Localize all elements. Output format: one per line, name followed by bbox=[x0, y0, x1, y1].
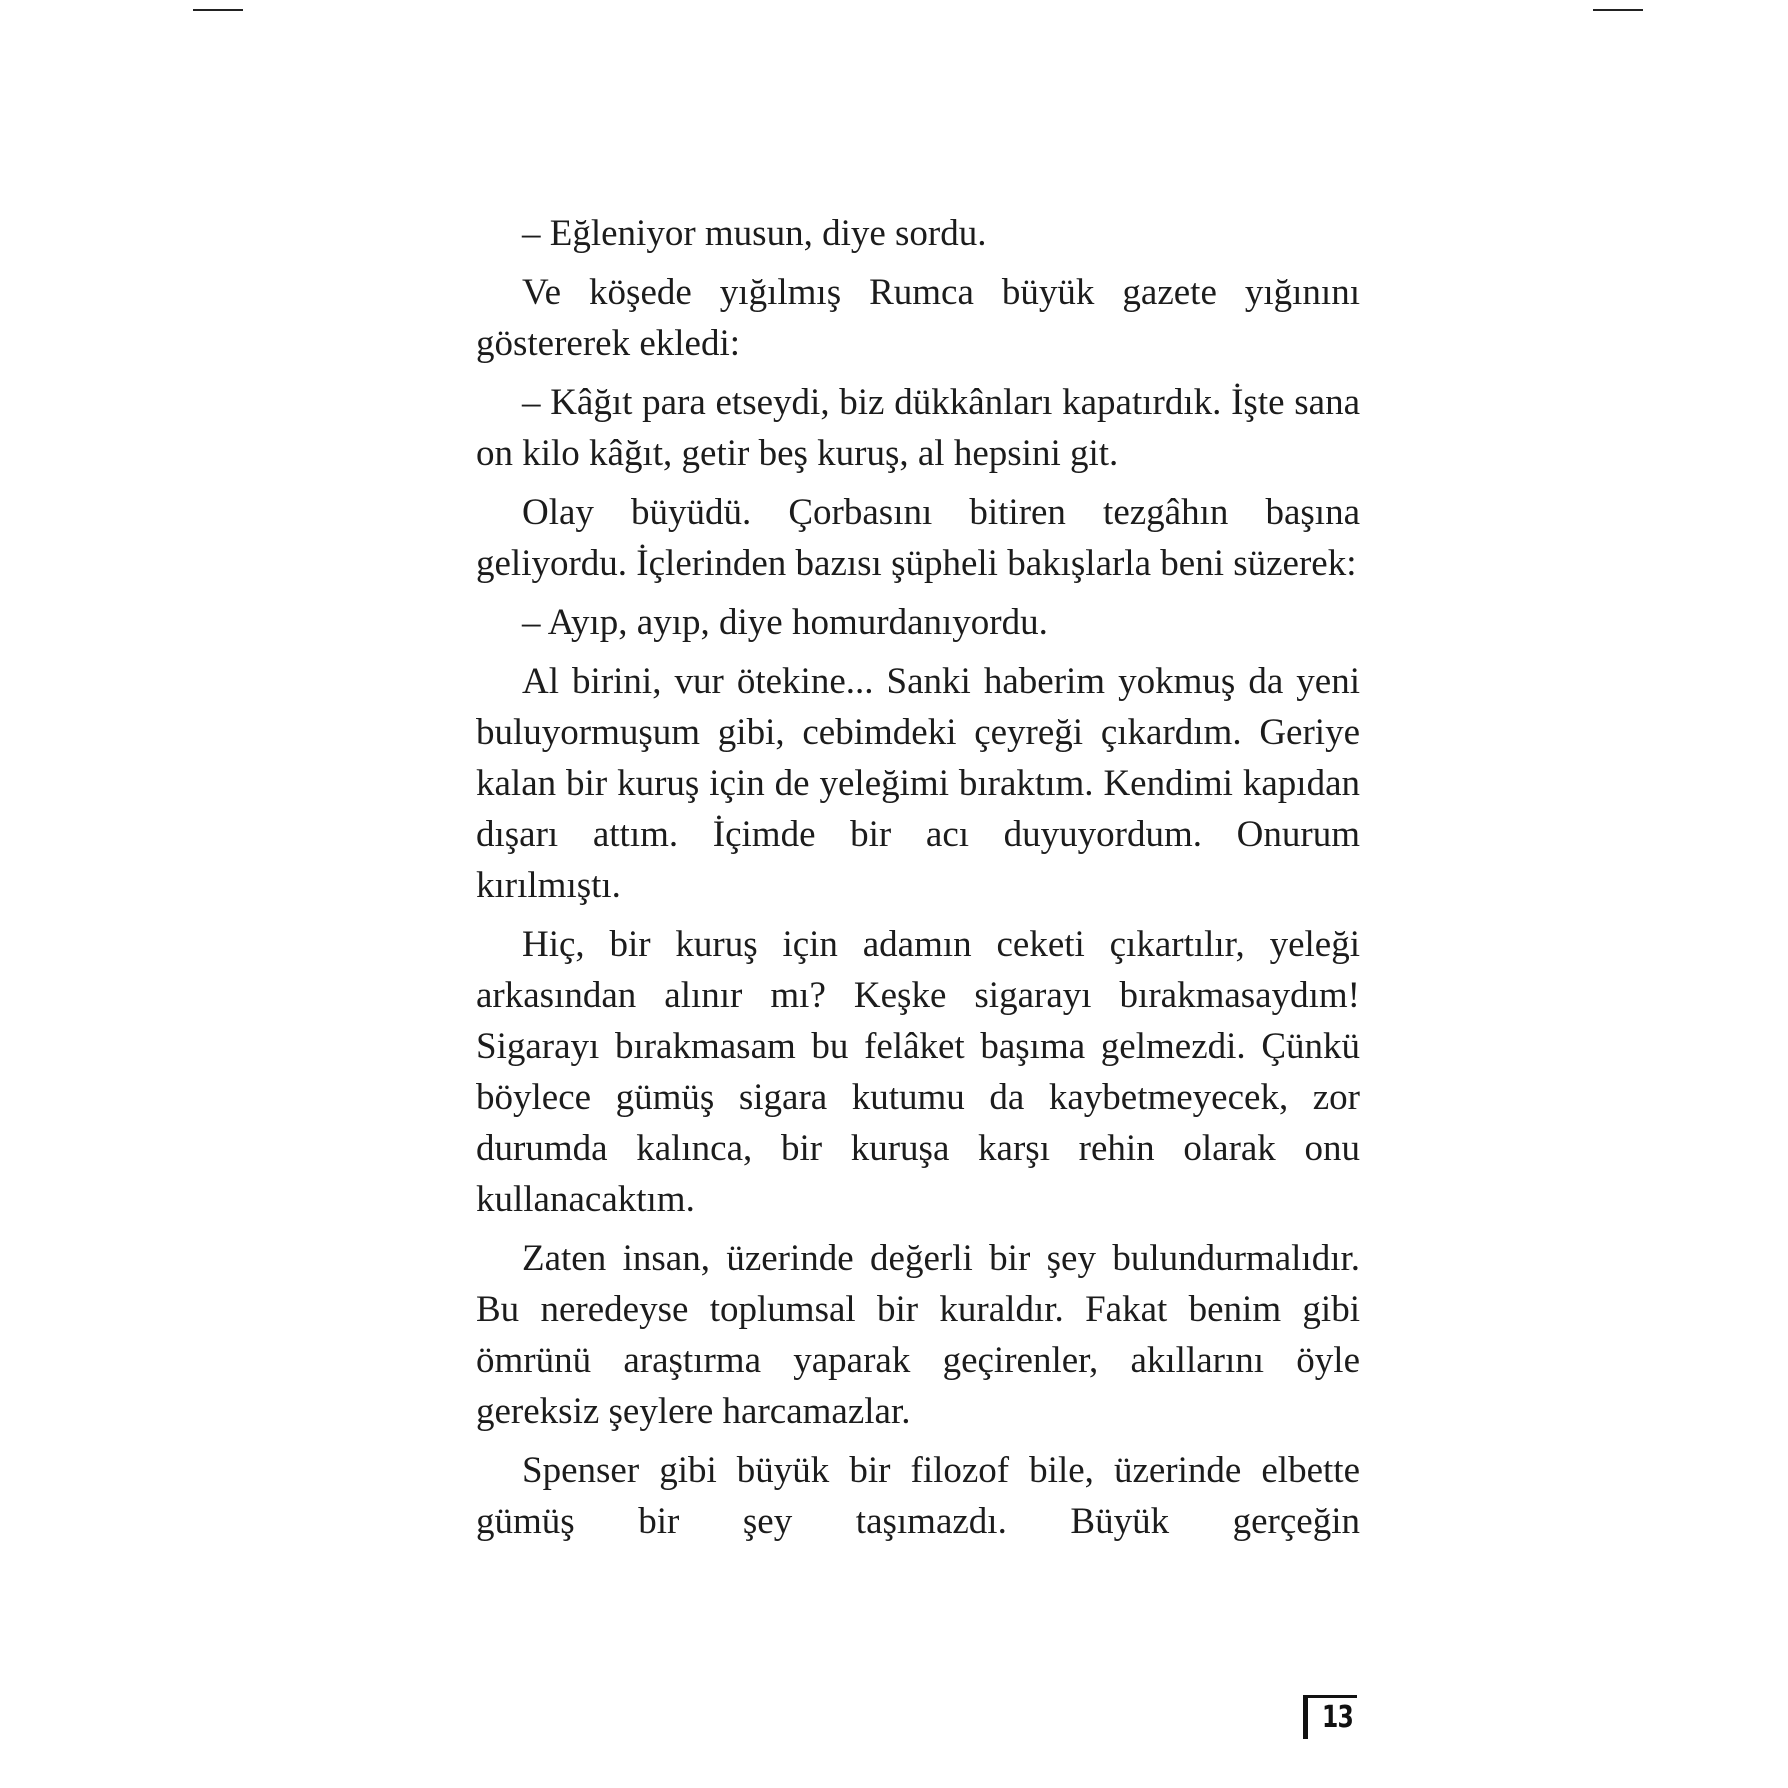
folio-rule-vertical bbox=[1303, 1695, 1308, 1739]
paragraph: – Eğleniyor musun, diye sordu. bbox=[522, 213, 987, 254]
paragraph: – Ayıp, ayıp, diye homurdanıyordu. bbox=[522, 602, 1048, 643]
folio-rule-horizontal bbox=[1303, 1695, 1357, 1698]
page-number-box bbox=[1303, 1695, 1363, 1739]
paragraph: – Kâğıt para etseydi, biz dükkânları kapatırdık. İşte sana on kilo kâğıt, getir beş kuruş, al hepsini git. bbox=[476, 382, 1360, 474]
paragraph: Olay büyüdü. Çorbasını bitiren tezgâhın başına geliyordu. İçlerinden bazısı şüpheli bakışlarla beni süzerek: bbox=[476, 492, 1360, 584]
page-number: 13 bbox=[1322, 1700, 1354, 1735]
paragraph: Al birini, vur ötekine... Sanki haberim yokmuş da yeni buluyormuşum gibi, cebimdeki çeyreği çıkardım. Geriye kalan bir kuruş için de yeleğimi bıraktım. Kendimi kapıdan dışarı attım. İçimde bir acı duyuyordum. Onurum kırılmıştı. bbox=[476, 661, 1360, 906]
body-text bbox=[476, 208, 1360, 1555]
crop-mark-left bbox=[193, 9, 243, 11]
paragraph: Ve köşede yığılmış Rumca büyük gazete yığınını göstererek ekledi: bbox=[476, 272, 1360, 364]
paragraph: Spenser gibi büyük bir filozof bile, üzerinde elbette gümüş bir şey taşımazdı. Büyük gerçeğin bbox=[476, 1450, 1360, 1542]
paragraph: Zaten insan, üzerinde değerli bir şey bulundurmalıdır. Bu neredeyse toplumsal bir kuraldır. Fakat benim gibi ömrünü araştırma yaparak geçirenler, akıllarını öyle gereksiz şeylere harcamazlar. bbox=[476, 1238, 1360, 1432]
crop-mark-right bbox=[1593, 9, 1643, 11]
paragraph: Hiç, bir kuruş için adamın ceketi çıkartılır, yeleği arkasından alınır mı? Keşke sigarayı bırakmasaydım! Sigarayı bırakmasam bu felâket başıma gelmezdi. Çünkü böylece gümüş sigara kutumu da kaybetmeyecek, zor durumda kalınca, bir kuruşa karşı rehin olarak onu kullanacaktım. bbox=[476, 924, 1360, 1220]
